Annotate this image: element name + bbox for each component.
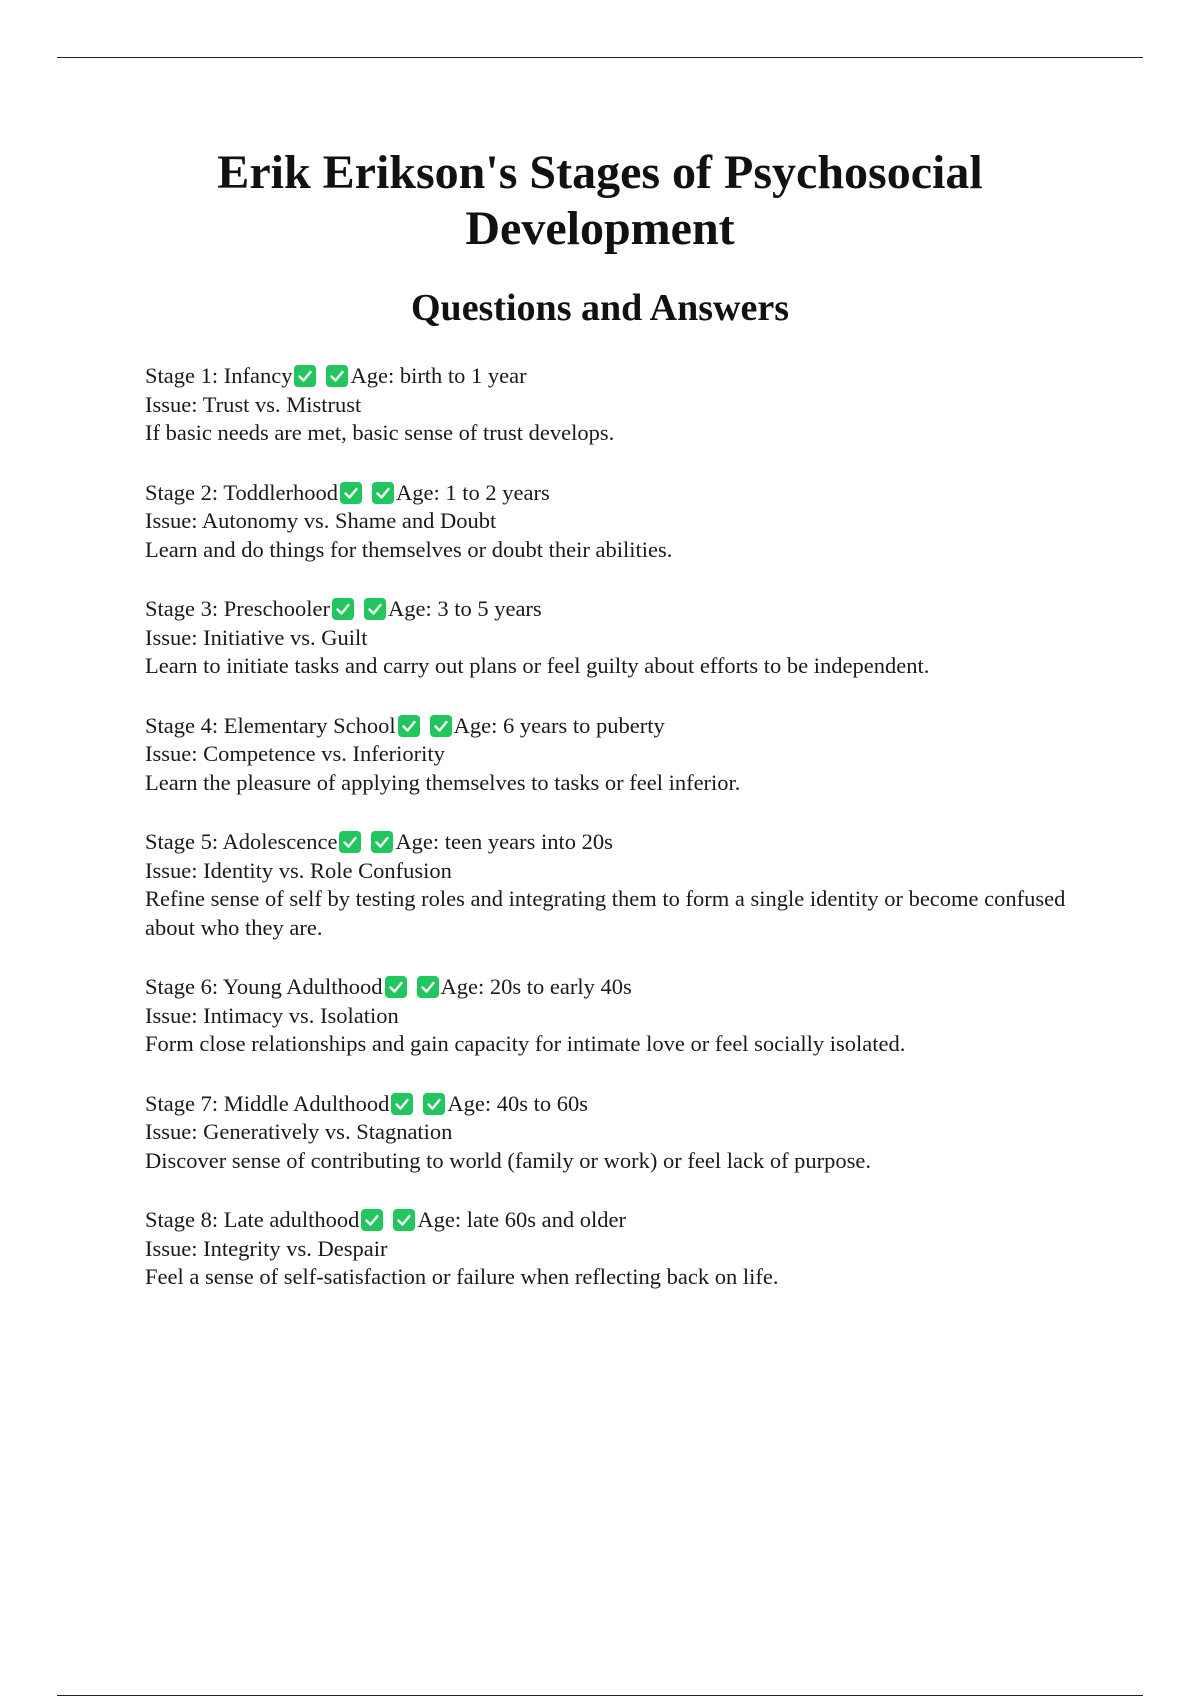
check-mark-icon bbox=[398, 715, 420, 737]
top-divider bbox=[57, 57, 1143, 58]
qa-answer-age: Age: 40s to 60s bbox=[447, 1090, 588, 1116]
qa-question: Stage 7: Middle Adulthood bbox=[145, 1090, 390, 1116]
qa-item bbox=[145, 595, 1075, 681]
page-subtitle: Questions and Answers bbox=[411, 287, 789, 329]
qa-question: Stage 1: Infancy bbox=[145, 363, 293, 388]
qa-item bbox=[145, 1206, 1075, 1292]
page-title: Erik Erikson's Stages of Psychosocial Development bbox=[217, 146, 983, 255]
qa-item bbox=[145, 362, 1075, 448]
qa-answer-description: Learn to initiate tasks and carry out plans or feel guilty about efforts to be independent. bbox=[145, 653, 930, 678]
qa-answer-description: Discover sense of contributing to world (family or work) or feel lack of purpose. bbox=[145, 1147, 872, 1173]
qa-list bbox=[145, 362, 1075, 1323]
qa-answer-description: If basic needs are met, basic sense of trust develops. bbox=[145, 420, 615, 445]
qa-item bbox=[145, 479, 1075, 565]
qa-question-line bbox=[145, 828, 1075, 857]
qa-answer-issue: Issue: Competence vs. Inferiority bbox=[145, 741, 445, 766]
qa-answer-issue: Issue: Generatively vs. Stagnation bbox=[145, 1119, 453, 1144]
check-mark-icon bbox=[364, 598, 386, 620]
qa-question-line bbox=[145, 712, 1075, 741]
qa-question-line bbox=[145, 1206, 1075, 1235]
qa-answer-description: Learn and do things for themselves or doubt their abilities. bbox=[145, 536, 673, 562]
check-mark-icon bbox=[393, 1209, 415, 1231]
qa-item bbox=[145, 828, 1075, 942]
qa-answer-issue: Issue: Intimacy vs. Isolation bbox=[145, 1002, 399, 1028]
qa-answer-age: Age: 6 years to puberty bbox=[453, 712, 665, 738]
qa-answer-issue: Issue: Integrity vs. Despair bbox=[145, 1235, 388, 1261]
qa-item bbox=[145, 1090, 1075, 1176]
qa-question: Stage 6: Young Adulthood bbox=[145, 974, 383, 999]
qa-answer-issue: Issue: Identity vs. Role Confusion bbox=[145, 857, 452, 883]
qa-item bbox=[145, 712, 1075, 798]
qa-answer-age: Age: 1 to 2 years bbox=[396, 479, 550, 505]
check-mark-icon bbox=[294, 365, 316, 387]
check-mark-icon bbox=[430, 715, 452, 737]
qa-question-line bbox=[145, 595, 1075, 624]
qa-answer-age: Age: 3 to 5 years bbox=[387, 596, 542, 621]
bottom-divider bbox=[57, 1695, 1143, 1696]
check-mark-icon bbox=[339, 831, 361, 853]
check-mark-icon bbox=[417, 976, 439, 998]
qa-answer-issue: Issue: Initiative vs. Guilt bbox=[145, 624, 368, 650]
qa-question: Stage 5: Adolescence bbox=[145, 829, 338, 854]
check-mark-icon bbox=[371, 831, 393, 853]
qa-question-line bbox=[145, 479, 1075, 508]
qa-answer-description: Form close relationships and gain capacity for intimate love or feel socially isolated. bbox=[145, 1031, 906, 1056]
qa-answer-age: Age: late 60s and older bbox=[417, 1207, 627, 1232]
qa-question-line bbox=[145, 362, 1075, 391]
qa-answer-description: Refine sense of self by testing roles and integrating them to form a single identity or become confused about who they are. bbox=[145, 886, 1066, 940]
check-mark-icon bbox=[385, 976, 407, 998]
check-mark-icon bbox=[372, 482, 394, 504]
check-mark-icon bbox=[361, 1209, 383, 1231]
check-mark-icon bbox=[332, 598, 354, 620]
qa-question: Stage 8: Late adulthood bbox=[145, 1207, 360, 1232]
check-mark-icon bbox=[326, 365, 348, 387]
qa-answer-age: Age: birth to 1 year bbox=[350, 363, 527, 388]
qa-answer-issue: Issue: Trust vs. Mistrust bbox=[145, 391, 362, 417]
qa-answer-age: Age: 20s to early 40s bbox=[440, 974, 632, 999]
qa-answer-description: Learn the pleasure of applying themselves to tasks or feel inferior. bbox=[145, 769, 741, 795]
check-mark-icon bbox=[391, 1093, 413, 1115]
qa-question-line bbox=[145, 973, 1075, 1002]
qa-question-line bbox=[145, 1090, 1075, 1119]
qa-answer-description: Feel a sense of self-satisfaction or failure when reflecting back on life. bbox=[145, 1264, 779, 1289]
qa-question: Stage 4: Elementary School bbox=[145, 712, 396, 738]
qa-answer-issue: Issue: Autonomy vs. Shame and Doubt bbox=[145, 508, 497, 533]
check-mark-icon bbox=[340, 482, 362, 504]
qa-question: Stage 3: Preschooler bbox=[145, 596, 330, 621]
check-mark-icon bbox=[423, 1093, 445, 1115]
qa-item bbox=[145, 973, 1075, 1059]
qa-answer-age: Age: teen years into 20s bbox=[395, 829, 613, 854]
qa-question: Stage 2: Toddlerhood bbox=[145, 479, 338, 505]
